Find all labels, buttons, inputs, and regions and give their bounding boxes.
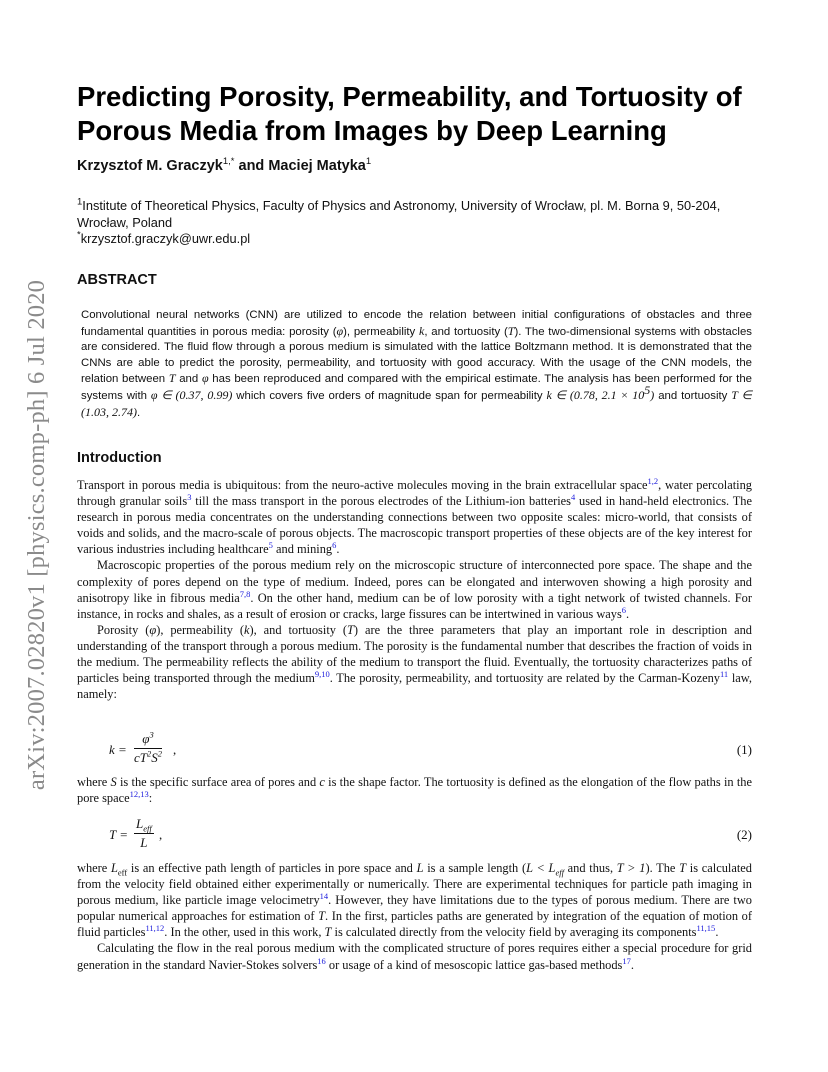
affiliation-block: [77, 198, 755, 248]
paragraph: Macroscopic properties of the porous medium rely on the microscopic structure of interconnected pore space. The shape and the complexity of pores depend on the type of medium. Indeed, pores can be elongated and interwoven showing a high porosity and anisotropy like in fibrous media$^{7,8}$. On the other hand, medium can be of low porosity with a tight network of twisted channels. For instance, in rocks and shales, as a result of erosion or cracks, large fissures can be intertwined in various ways$^6$.: [77, 558, 752, 621]
author-name: Maciej Matyka: [268, 158, 366, 174]
abstract-text: Convolutional neural networks (CNN) are utilized to encode the relation between initial configurations of obstacles and three fundamental quantities in porous media: porosity (φ), permeability k, and tortuosity (T). The two-dimensional systems with obstacles are considered. The fluid flow through a porous medium is simulated with the lattice Boltzmann method. It is demonstrated that the CNNs are able to predict the porosity, permeability, and tortuosity with good accuracy. With the usage of the CNN models, the relation between T and φ has been reproduced and compared with the empirical estimate. The analysis has been performed for the systems with φ ∈ (0.37, 0.99) which covers five orders of magnitude span for permeability k ∈ (0.78, 2.1 × 105) and tortuosity T ∈ (1.03, 2.74).: [81, 309, 752, 419]
citation-link[interactable]: 11,15: [696, 923, 716, 934]
paragraph: Transport in porous media is ubiquitous: from the neuro-active molecules moving in the brain extracellular space$^{1,2}$, water percolating through granular soils$^3$ till the mass transport in the porous electrodes of the Lithium-ion batteries$^4$ used in hand-held electronics. The research in porous media concentrates on the understanding connections between two opposite scales: micro-world, that consists of voids and solids, and the macro-scale of porous objects. The macroscopic transport properties of these objects are of the key interest for various industries including healthcare$^5$ and mining$^6$.: [77, 475, 753, 557]
equation-fraction: $\frac{\varphi^3}{cT^2S^2}$: [134, 729, 162, 765]
equation-number: (1): [736, 742, 752, 757]
citation-link[interactable]: 6: [332, 540, 337, 551]
citation-link[interactable]: 11,12: [145, 923, 165, 934]
paragraph-block: [77, 774, 752, 806]
equation-1: k = $\frac{\varphi^3}{cT^2S^2}$ , (1): [109, 729, 752, 765]
citation-link[interactable]: 14: [319, 891, 329, 902]
citation-link[interactable]: 1,2: [647, 475, 659, 486]
abstract-heading: ABSTRACT: [77, 272, 157, 288]
equation-2: T = $L_{eff}$ L , (2): [109, 816, 752, 850]
corresponding-email: *krzysztof.graczyk@uwr.edu.pl: [77, 229, 251, 246]
citation-link[interactable]: 11: [719, 669, 729, 679]
author-affiliation-mark: 1,*: [222, 156, 235, 168]
arxiv-identifier: arXiv:2007.02820v1 [physics.comp-ph] 6 Jul 2020: [23, 279, 50, 791]
citation-link[interactable]: 16: [317, 955, 326, 966]
citation-link[interactable]: 9,10: [314, 669, 330, 679]
equation-fraction: $L_{eff}$ L: [136, 816, 152, 850]
affiliation: $^1$Institute of Theoretical Physics, Faculty of Physics and Astronomy, University of Wrocław, pl. M. Borna 9, 50-204, Wrocław, Poland: [77, 196, 721, 230]
paragraph: where S is the specific surface area of pores and c is the shape factor. The tortuosity is defined as the elongation of the flow paths in the pore space$^{12,13}$:: [77, 775, 752, 806]
paragraph-block: [77, 860, 752, 973]
citation-link[interactable]: 17: [622, 955, 631, 966]
author-name: Krzysztof M. Graczyk: [77, 158, 223, 174]
paragraph: where $L_{eff}$ is an effective path length of particles in pore space and L is a sample length ($L < L_{eff}$ and thus, T > 1). The T is calculated from the velocity field obtained either experimentally or numerically. There are experimental techniques for particle path imaging in porous medium, like particle image velocimetry$^{14}$. However, they have limitations due to the types of porous medium. There are two popular numerical approaches for estimation of T. In the first, particles paths are generated by integration of the equation of motion of fluid particles$^{11,12}$. In the other, used in this work, T is calculated directly from the velocity field by averaging its components$^{11,15}$.: [77, 861, 752, 940]
email-link[interactable]: krzysztof.graczyk@uwr.edu.pl: [80, 231, 251, 246]
equation-number: (2): [736, 827, 752, 842]
arxiv-sidebar: [22, 250, 52, 820]
paper-title: Predicting Porosity, Permeability, and Tortuosity of Porous Media from Images by Deep Learning: [77, 81, 742, 146]
citation-link[interactable]: 3: [187, 491, 192, 502]
citation-link[interactable]: 7,8: [239, 588, 251, 599]
author-list: Krzysztof M. Graczyk$^{1,*}$ and Maciej Matyka$^1$: [77, 156, 372, 174]
intro-paragraphs: [77, 477, 752, 702]
citation-link[interactable]: 4: [570, 491, 576, 502]
section-heading-introduction: Introduction: [77, 450, 162, 466]
citation-link[interactable]: 5: [268, 540, 273, 551]
citation-link[interactable]: 12,13: [129, 788, 149, 799]
citation-link[interactable]: 6: [621, 604, 627, 615]
paragraph: Calculating the flow in the real porous medium with the complicated structure of pores requires either a special procedure for grid generation in the standard Navier-Stokes solvers$^{16}$ or usage of a kind of mesoscopic lattice gas-based methods$^{17}$.: [77, 941, 752, 972]
paragraph: Porosity (φ), permeability (k), and tortuosity (T) are the three parameters that play an important role in description and understanding of the transport through a porous medium. The porosity is the fundamental number that describes the fraction of voids in the medium. The permeability reflects the ability of the medium to transport the fluid. Eventually, the tortuosity characterizes paths of particles being transported through the medium$^{9,10}$. The porosity, permeability, and tortuosity are related by the Carman-Kozeny$^{11}$ law, namely:: [77, 622, 753, 702]
author-affiliation-mark: 1: [365, 156, 372, 168]
